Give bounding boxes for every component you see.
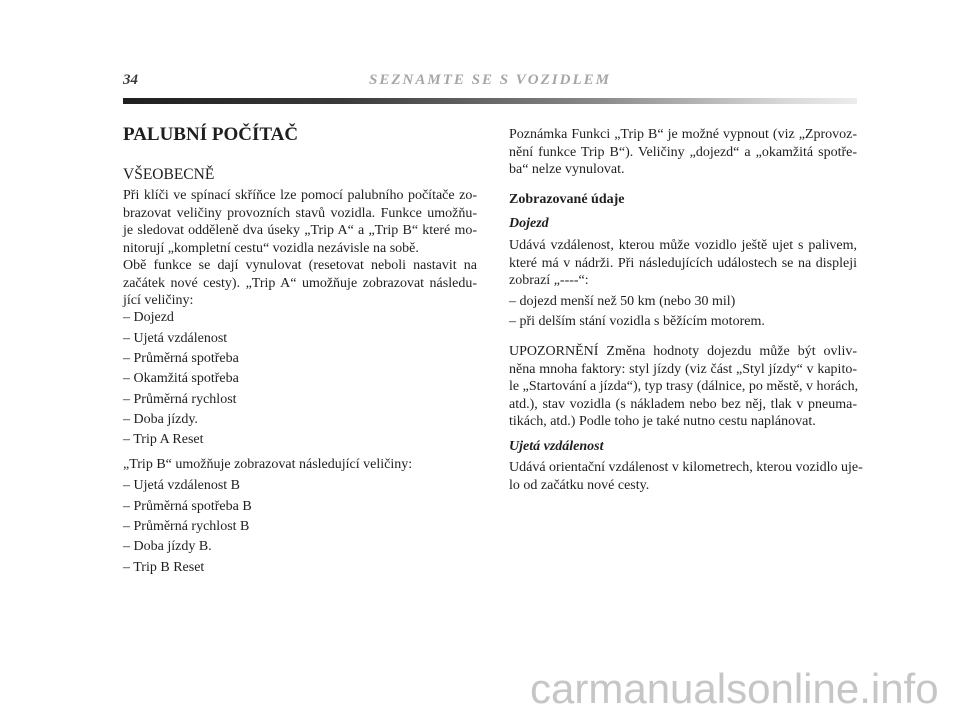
trip-a-list-item: – Ujetá vzdálenost: [123, 330, 228, 346]
intro-line: začátek nové cesty). „Trip A“ umožňuje zobrazovat následu-: [123, 275, 477, 291]
intro-line: je sledovat odděleně dva úseky „Trip A“ a „Trip B“ které mo-: [123, 223, 477, 238]
trip-b-list-item: – Průměrná rychlost B: [123, 519, 250, 534]
range-line: zobrazí „----“:: [509, 273, 589, 288]
distance-line: lo od začátku nové cesty.: [509, 477, 650, 493]
range-line: Udává vzdálenost, kterou může vozidlo ještě ujet s palivem,: [509, 238, 857, 253]
trip-a-list-item: – Trip A Reset: [123, 432, 204, 447]
range-heading: Dojezd: [509, 216, 549, 231]
trip-a-list-item: – Okamžitá spotřeba: [123, 371, 239, 386]
note-line: nění funkce Trip B“). Veličiny „dojezd“ a „okamžitá spotře-: [509, 144, 857, 160]
note-line: Poznámka Funkci „Trip B“ je možné vypnout (viz „Zprovoz-: [509, 127, 857, 142]
trip-a-list-item: – Dojezd: [123, 310, 174, 325]
site-watermark: carmanualsonline.info: [530, 665, 939, 709]
distance-line: Udává orientační vzdálenost v kilometrech, kterou vozidlo uje-: [509, 460, 863, 475]
range-list-item: – dojezd menší než 50 km (nebo 30 mil): [509, 294, 736, 309]
trip-b-list-item: – Ujetá vzdálenost B: [123, 478, 241, 493]
header-divider-bar: [123, 98, 857, 104]
page-number: 34: [123, 72, 138, 88]
subsection-heading: VŠEOBECNĚ: [123, 166, 215, 183]
trip-b-list-item: – Trip B Reset: [123, 559, 205, 575]
trip-b-list-item: – Průměrná spotřeba B: [123, 498, 252, 514]
trip-b-list-item: – Doba jízdy B.: [123, 539, 212, 554]
warning-line: atd.), stav vozidla (s nákladem nebo bez něj, tlak v pneuma-: [509, 396, 857, 412]
warning-line: něna mnoha faktory: styl jízdy (viz část „Styl jízdy“ v kapito-: [509, 361, 857, 377]
section-heading: PALUBNÍ POČÍTAČ: [123, 124, 299, 145]
displayed-data-heading: Zobrazované údaje: [509, 192, 625, 207]
trip-b-intro: „Trip B“ umožňuje zobrazovat následující veličiny:: [123, 457, 413, 472]
trip-a-list-item: – Doba jízdy.: [123, 412, 198, 427]
intro-line: Při klíči ve spínací skříňce lze pomocí palubního počítače zo-: [123, 188, 477, 203]
intro-line: jící veličiny:: [123, 293, 194, 308]
warning-line: le „Startování a jízda“), typ trasy (dálnice, po městě, v horách,: [509, 379, 859, 394]
intro-line: nitorují „kompletní cestu“ vozidla nezávisle na sobě.: [123, 240, 419, 256]
intro-line: Obě funkce se dají vynulovat (resetovat neboli nastavit na: [123, 258, 477, 273]
range-list-item: – při delším stání vozidla s běžícím motorem.: [509, 314, 765, 329]
warning-line: tikách, atd.) Podle toho je také nutno cestu naplánovat.: [509, 414, 816, 429]
trip-a-list-item: – Průměrná spotřeba: [123, 351, 239, 366]
note-line: ba“ nelze vynulovat.: [509, 162, 625, 177]
range-line: které má v nádrži. Při následujících událostech se na displeji: [509, 255, 857, 271]
warning-line: UPOZORNĚNÍ Změna hodnoty dojezdu může být ovliv-: [509, 344, 857, 359]
intro-line: brazovat veličiny provozních stavů vozidla. Funkce umožňu-: [123, 205, 477, 221]
chapter-title: SEZNAMTE SE S VOZIDLEM: [369, 72, 611, 88]
distance-heading: Ujetá vzdálenost: [509, 439, 604, 454]
trip-a-list-item: – Průměrná rychlost: [123, 391, 237, 407]
